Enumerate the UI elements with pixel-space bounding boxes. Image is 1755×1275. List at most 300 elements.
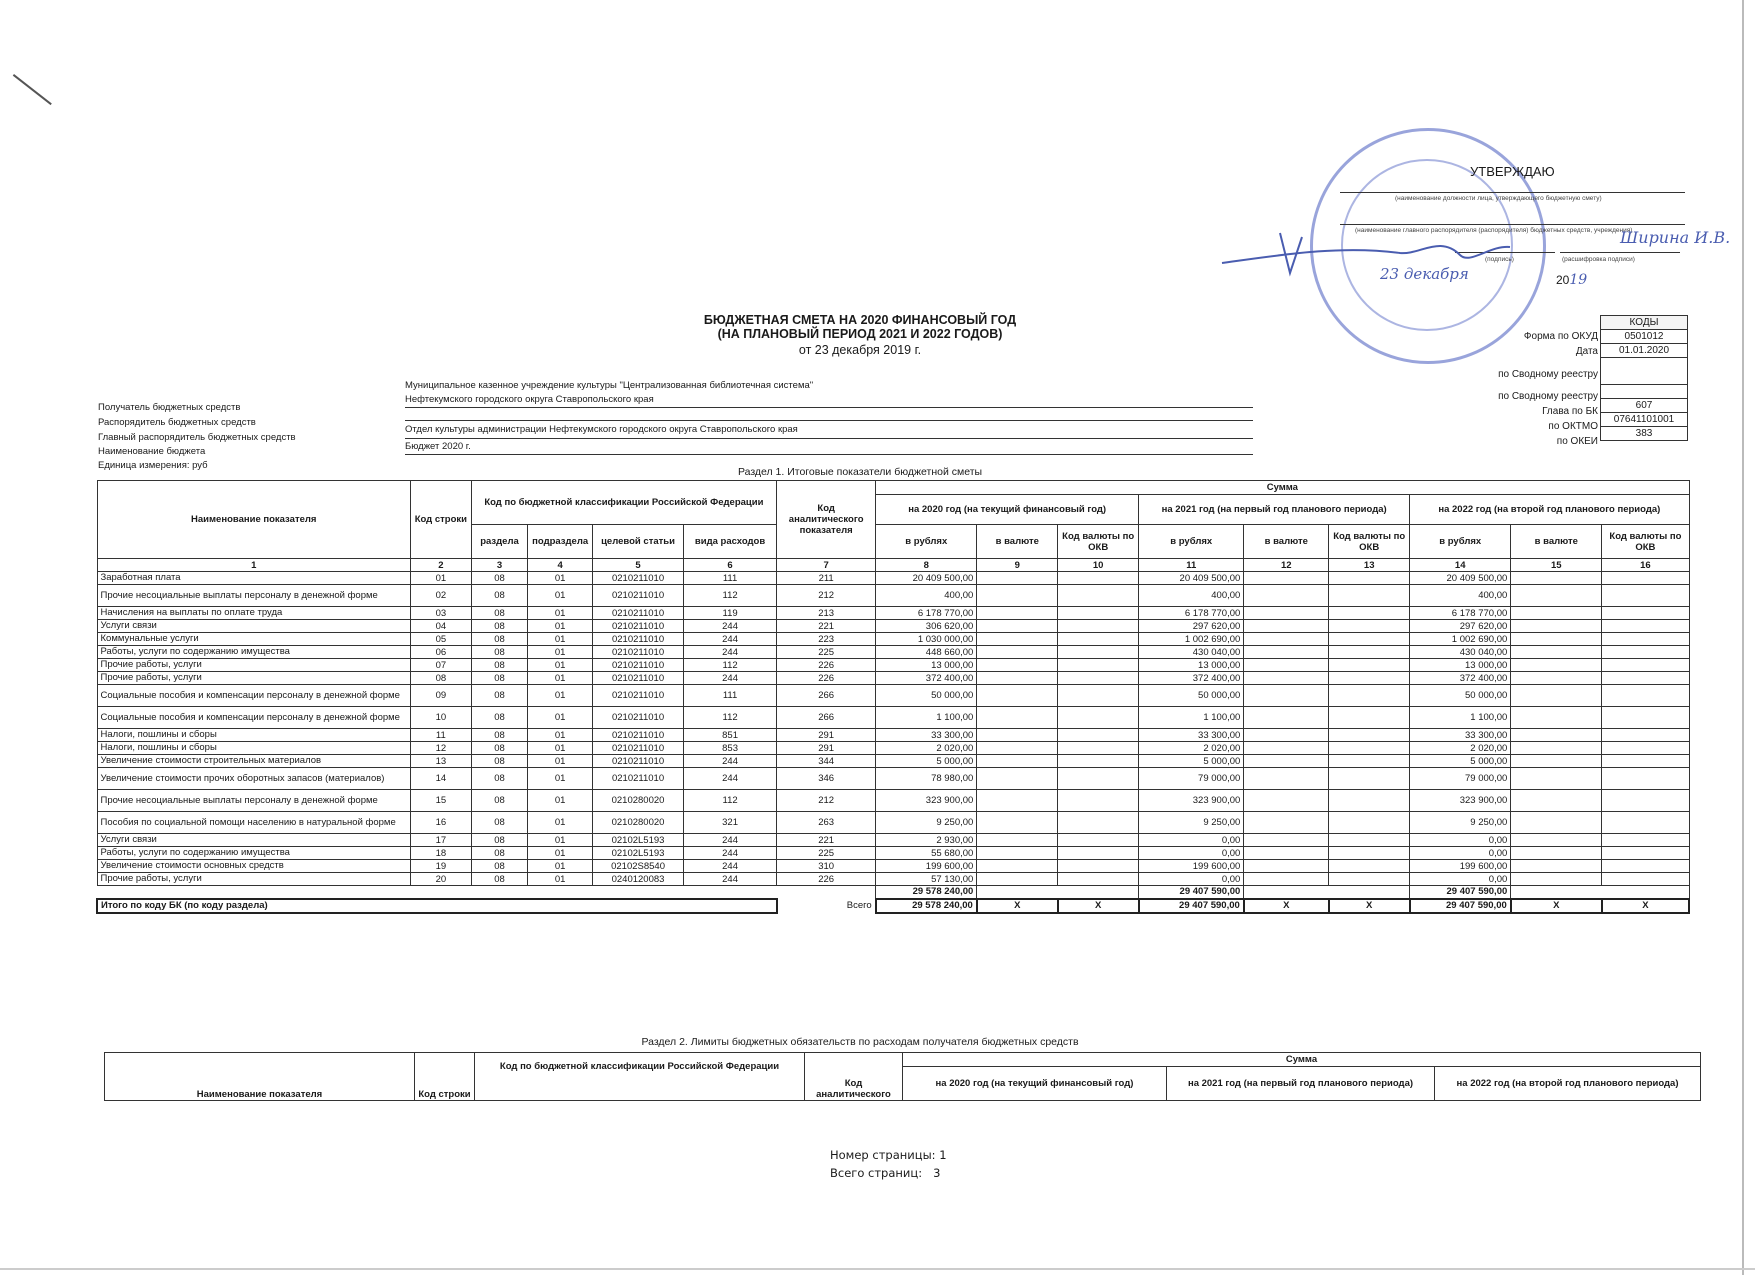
col-2021: на 2021 год (на первый год планового периода) bbox=[1139, 495, 1410, 525]
s2-col-2020: на 2020 год (на текущий финансовый год) bbox=[903, 1067, 1167, 1101]
cell-empty bbox=[977, 672, 1058, 685]
cell-cel: 0210211010 bbox=[593, 659, 684, 672]
cell-y2021: 0,00 bbox=[1139, 834, 1244, 847]
total-x: X bbox=[1511, 899, 1602, 913]
cell-y2021: 33 300,00 bbox=[1139, 729, 1244, 742]
col-2022-val: в валюте bbox=[1511, 525, 1602, 559]
cell-name: Заработная плата bbox=[97, 572, 411, 585]
table-row bbox=[97, 572, 1689, 585]
approval-caption-2: (наименование главного распорядителя (распорядителя) бюджетных средств, учреждения) bbox=[1355, 227, 1633, 234]
cell-cel: 0210211010 bbox=[593, 685, 684, 707]
cell-empty bbox=[1058, 755, 1139, 768]
cell-vid: 112 bbox=[684, 707, 777, 729]
cell-pod: 01 bbox=[528, 860, 593, 873]
cell-empty bbox=[977, 620, 1058, 633]
cell-empty bbox=[1058, 585, 1139, 607]
cell-pod: 01 bbox=[528, 834, 593, 847]
approval-line-1 bbox=[1340, 192, 1685, 193]
cell-empty bbox=[1058, 742, 1139, 755]
cell-empty bbox=[1058, 659, 1139, 672]
cell-empty bbox=[1511, 633, 1602, 646]
cell-vid: 244 bbox=[684, 860, 777, 873]
total-x: X bbox=[1329, 899, 1410, 913]
cell-pod: 01 bbox=[528, 812, 593, 834]
cell-code: 18 bbox=[411, 847, 472, 860]
cell-name: Услуги связи bbox=[97, 620, 411, 633]
cell-y2022: 6 178 770,00 bbox=[1410, 607, 1511, 620]
cell-empty bbox=[1602, 646, 1689, 659]
cell-y2021: 1 100,00 bbox=[1139, 707, 1244, 729]
cell-empty bbox=[1511, 812, 1602, 834]
handwritten-date: 23 декабря bbox=[1380, 265, 1469, 283]
cell-empty bbox=[1511, 790, 1602, 812]
cell-pod: 01 bbox=[528, 707, 593, 729]
cell-code: 11 bbox=[411, 729, 472, 742]
cell-name: Прочие работы, услуги bbox=[97, 873, 411, 886]
cell-razdel: 08 bbox=[471, 860, 528, 873]
cell-vid: 244 bbox=[684, 646, 777, 659]
cell-y2022: 0,00 bbox=[1410, 847, 1511, 860]
cell-pod: 01 bbox=[528, 729, 593, 742]
cell-y2020: 1 100,00 bbox=[876, 707, 977, 729]
cell-an: 211 bbox=[777, 572, 876, 585]
cell-name: Прочие несоциальные выплаты персоналу в денежной форме bbox=[97, 585, 411, 607]
cell-vid: 112 bbox=[684, 659, 777, 672]
cell-pod: 01 bbox=[528, 585, 593, 607]
cell-empty bbox=[1329, 585, 1410, 607]
cell-empty bbox=[1329, 860, 1410, 873]
cell-y2022: 1 100,00 bbox=[1410, 707, 1511, 729]
table-row bbox=[97, 834, 1689, 847]
cell-empty bbox=[977, 707, 1058, 729]
cell-y2022: 0,00 bbox=[1410, 834, 1511, 847]
cell-empty bbox=[1244, 729, 1329, 742]
cell-an: 266 bbox=[777, 685, 876, 707]
cell-empty bbox=[1244, 812, 1329, 834]
cell-vid: 111 bbox=[684, 572, 777, 585]
cell-empty bbox=[1602, 847, 1689, 860]
cell-empty bbox=[1602, 729, 1689, 742]
cell-empty bbox=[977, 790, 1058, 812]
cell-y2022: 79 000,00 bbox=[1410, 768, 1511, 790]
cell-empty bbox=[1329, 707, 1410, 729]
col-name: Наименование показателя bbox=[97, 481, 411, 559]
column-number: 4 bbox=[528, 559, 593, 572]
cell-empty bbox=[1329, 633, 1410, 646]
cell-empty bbox=[1511, 707, 1602, 729]
cell-empty bbox=[1244, 707, 1329, 729]
scan-mark bbox=[13, 74, 52, 105]
approval-title: УТВЕРЖДАЮ bbox=[1470, 164, 1555, 179]
col-podrazdel: подраздела bbox=[528, 525, 593, 559]
cell-code: 04 bbox=[411, 620, 472, 633]
cell-vid: 244 bbox=[684, 847, 777, 860]
document-title: БЮДЖЕТНАЯ СМЕТА НА 2020 ФИНАНСОВЫЙ ГОД (НА ПЛАНОВЫЙ ПЕРИОД 2021 И 2022 ГОДОВ) bbox=[703, 313, 1017, 341]
cell-y2021: 297 620,00 bbox=[1139, 620, 1244, 633]
cell-empty bbox=[1511, 886, 1689, 899]
cell-empty bbox=[977, 847, 1058, 860]
cell-name: Услуги связи bbox=[97, 834, 411, 847]
cell-an: 226 bbox=[777, 873, 876, 886]
cell-y2020: 13 000,00 bbox=[876, 659, 977, 672]
column-number: 10 bbox=[1058, 559, 1139, 572]
cell-vid: 244 bbox=[684, 672, 777, 685]
col-2020-val: в валюте bbox=[977, 525, 1058, 559]
cell-pod: 01 bbox=[528, 633, 593, 646]
codes-label-registry-2: по Сводному реестру bbox=[1498, 391, 1598, 402]
subtotal-2021: 29 407 590,00 bbox=[1139, 886, 1244, 899]
cell-code: 02 bbox=[411, 585, 472, 607]
col-razdel: раздела bbox=[471, 525, 528, 559]
cell-an: 226 bbox=[777, 672, 876, 685]
cell-pod: 01 bbox=[528, 873, 593, 886]
cell-y2020: 5 000,00 bbox=[876, 755, 977, 768]
cell-pod: 01 bbox=[528, 790, 593, 812]
cell-y2022: 0,00 bbox=[1410, 873, 1511, 886]
cell-empty bbox=[1058, 860, 1139, 873]
cell-empty bbox=[1511, 768, 1602, 790]
table-row bbox=[97, 659, 1689, 672]
cell-empty bbox=[1244, 834, 1329, 847]
cell-y2021: 1 002 690,00 bbox=[1139, 633, 1244, 646]
cell-an: 266 bbox=[777, 707, 876, 729]
cell-cel: 0210211010 bbox=[593, 646, 684, 659]
cell-pod: 01 bbox=[528, 659, 593, 672]
cell-y2021: 0,00 bbox=[1139, 873, 1244, 886]
cell-empty bbox=[1244, 755, 1329, 768]
col-2021-rub: в рублях bbox=[1139, 525, 1244, 559]
cell-razdel: 08 bbox=[471, 742, 528, 755]
cell-pod: 01 bbox=[528, 620, 593, 633]
budget-line bbox=[405, 454, 1253, 455]
cell-y2021: 372 400,00 bbox=[1139, 672, 1244, 685]
cell-empty bbox=[1244, 768, 1329, 790]
cell-empty bbox=[1244, 646, 1329, 659]
cell-pod: 01 bbox=[528, 742, 593, 755]
cell-empty bbox=[1511, 742, 1602, 755]
cell-empty bbox=[1058, 572, 1139, 585]
cell-razdel: 08 bbox=[471, 873, 528, 886]
column-number: 6 bbox=[684, 559, 777, 572]
cell-cel: 0210211010 bbox=[593, 572, 684, 585]
cell-empty bbox=[1511, 755, 1602, 768]
cell-cel: 02102S8540 bbox=[593, 860, 684, 873]
code-registry-2 bbox=[1601, 385, 1688, 399]
cell-y2022: 430 040,00 bbox=[1410, 646, 1511, 659]
chief-label: Главный распорядитель бюджетных средств bbox=[98, 432, 296, 443]
cell-empty bbox=[977, 585, 1058, 607]
col-2020-rub: в рублях bbox=[876, 525, 977, 559]
cell-empty bbox=[1511, 729, 1602, 742]
cell-y2020: 2 930,00 bbox=[876, 834, 977, 847]
cell-vid: 244 bbox=[684, 633, 777, 646]
total-label: Итого по коду БК (по коду раздела) bbox=[97, 899, 777, 913]
cell-y2022: 2 020,00 bbox=[1410, 742, 1511, 755]
cell-empty bbox=[1511, 847, 1602, 860]
cell-name: Социальные пособия и компенсации персоналу в денежной форме bbox=[97, 707, 411, 729]
cell-an: 291 bbox=[777, 729, 876, 742]
cell-pod: 01 bbox=[528, 572, 593, 585]
column-number: 8 bbox=[876, 559, 977, 572]
cell-empty bbox=[1329, 620, 1410, 633]
cell-empty bbox=[1511, 659, 1602, 672]
cell-an: 225 bbox=[777, 646, 876, 659]
cell-y2022: 20 409 500,00 bbox=[1410, 572, 1511, 585]
table-row bbox=[97, 646, 1689, 659]
cell-razdel: 08 bbox=[471, 620, 528, 633]
manager-line bbox=[405, 420, 1253, 421]
cell-y2020: 57 130,00 bbox=[876, 873, 977, 886]
cell-cel: 0210211010 bbox=[593, 707, 684, 729]
cell-empty bbox=[97, 886, 876, 899]
cell-pod: 01 bbox=[528, 847, 593, 860]
cell-empty bbox=[1602, 834, 1689, 847]
cell-empty bbox=[1244, 886, 1410, 899]
s2-col-2022: на 2022 год (на второй год планового периода) bbox=[1435, 1067, 1701, 1101]
cell-empty bbox=[977, 633, 1058, 646]
cell-empty bbox=[1511, 607, 1602, 620]
cell-an: 212 bbox=[777, 790, 876, 812]
cell-cel: 02102L5193 bbox=[593, 847, 684, 860]
cell-y2020: 2 020,00 bbox=[876, 742, 977, 755]
codes-label-registry-1: по Сводному реестру bbox=[1498, 369, 1598, 380]
codes-label-oktmo: по ОКТМО bbox=[1548, 421, 1598, 432]
cell-empty bbox=[1244, 873, 1329, 886]
column-number: 11 bbox=[1139, 559, 1244, 572]
page-total: Всего страниц: 3 bbox=[830, 1166, 941, 1180]
cell-code: 06 bbox=[411, 646, 472, 659]
cell-razdel: 08 bbox=[471, 755, 528, 768]
table-row bbox=[97, 729, 1689, 742]
cell-y2020: 6 178 770,00 bbox=[876, 607, 977, 620]
cell-empty bbox=[977, 768, 1058, 790]
cell-an: 263 bbox=[777, 812, 876, 834]
column-number: 3 bbox=[471, 559, 528, 572]
cell-cel: 0210211010 bbox=[593, 620, 684, 633]
cell-empty bbox=[1244, 572, 1329, 585]
table-row bbox=[97, 672, 1689, 685]
codes-label-glava: Глава по БК bbox=[1542, 406, 1598, 417]
cell-empty bbox=[977, 685, 1058, 707]
column-number: 15 bbox=[1511, 559, 1602, 572]
unit-label: Единица измерения: руб bbox=[98, 460, 208, 471]
cell-y2022: 372 400,00 bbox=[1410, 672, 1511, 685]
cell-y2020: 400,00 bbox=[876, 585, 977, 607]
cell-empty bbox=[1329, 646, 1410, 659]
table-row bbox=[97, 812, 1689, 834]
col-2022-okv: Код валюты по ОКВ bbox=[1602, 525, 1689, 559]
table-row bbox=[97, 768, 1689, 790]
cell-name: Социальные пособия и компенсации персоналу в денежной форме bbox=[97, 685, 411, 707]
cell-vid: 853 bbox=[684, 742, 777, 755]
cell-name: Прочие работы, услуги bbox=[97, 672, 411, 685]
section1-title: Раздел 1. Итоговые показатели бюджетной сметы bbox=[737, 466, 983, 478]
cell-empty bbox=[1329, 672, 1410, 685]
cell-empty bbox=[977, 646, 1058, 659]
code-okei: 383 bbox=[1601, 427, 1688, 441]
cell-an: 226 bbox=[777, 659, 876, 672]
cell-razdel: 08 bbox=[471, 685, 528, 707]
cell-empty bbox=[1602, 742, 1689, 755]
cell-cel: 0210211010 bbox=[593, 755, 684, 768]
cell-empty bbox=[1511, 834, 1602, 847]
manager-label: Распорядитель бюджетных средств bbox=[98, 417, 256, 428]
cell-empty bbox=[977, 742, 1058, 755]
table-row bbox=[97, 873, 1689, 886]
cell-empty bbox=[1329, 812, 1410, 834]
cell-name: Увеличение стоимости строительных материалов bbox=[97, 755, 411, 768]
table-row bbox=[97, 755, 1689, 768]
table-row bbox=[97, 790, 1689, 812]
cell-empty bbox=[1511, 672, 1602, 685]
cell-y2021: 20 409 500,00 bbox=[1139, 572, 1244, 585]
cell-y2021: 430 040,00 bbox=[1139, 646, 1244, 659]
cell-y2022: 50 000,00 bbox=[1410, 685, 1511, 707]
cell-code: 14 bbox=[411, 768, 472, 790]
cell-y2021: 400,00 bbox=[1139, 585, 1244, 607]
cell-empty bbox=[1511, 685, 1602, 707]
subtotal-2022: 29 407 590,00 bbox=[1410, 886, 1511, 899]
cell-empty bbox=[1058, 672, 1139, 685]
cell-vid: 244 bbox=[684, 834, 777, 847]
subtotal-2020: 29 578 240,00 bbox=[876, 886, 977, 899]
cell-empty bbox=[1602, 585, 1689, 607]
cell-empty bbox=[1058, 620, 1139, 633]
cell-razdel: 08 bbox=[471, 768, 528, 790]
col-2022: на 2022 год (на второй год планового периода) bbox=[1410, 495, 1689, 525]
table-row bbox=[97, 607, 1689, 620]
recipient-label: Получатель бюджетных средств bbox=[98, 402, 241, 413]
cell-y2020: 50 000,00 bbox=[876, 685, 977, 707]
cell-y2021: 2 020,00 bbox=[1139, 742, 1244, 755]
cell-pod: 01 bbox=[528, 672, 593, 685]
cell-vid: 112 bbox=[684, 790, 777, 812]
section2-title: Раздел 2. Лимиты бюджетных обязательств по расходам получателя бюджетных средств bbox=[641, 1036, 1079, 1048]
cell-vid: 851 bbox=[684, 729, 777, 742]
cell-empty bbox=[977, 860, 1058, 873]
cell-an: 221 bbox=[777, 620, 876, 633]
column-number: 9 bbox=[977, 559, 1058, 572]
page-number: Номер страницы: 1 bbox=[830, 1148, 947, 1162]
cell-empty bbox=[1058, 646, 1139, 659]
cell-y2022: 33 300,00 bbox=[1410, 729, 1511, 742]
cell-empty bbox=[1329, 685, 1410, 707]
cell-cel: 0210280020 bbox=[593, 790, 684, 812]
cell-empty bbox=[1511, 860, 1602, 873]
cell-y2020: 448 660,00 bbox=[876, 646, 977, 659]
cell-y2021: 199 600,00 bbox=[1139, 860, 1244, 873]
col-analytic: Код аналитического показателя bbox=[777, 481, 876, 559]
recipient-value-2: Нефтекумского городского округа Ставропольского края bbox=[405, 394, 654, 405]
col-2021-val: в валюте bbox=[1244, 525, 1329, 559]
cell-code: 19 bbox=[411, 860, 472, 873]
table-row bbox=[97, 585, 1689, 607]
cell-y2020: 1 030 000,00 bbox=[876, 633, 977, 646]
cell-empty bbox=[1602, 685, 1689, 707]
cell-name: Прочие несоциальные выплаты персоналу в денежной форме bbox=[97, 790, 411, 812]
code-glava: 607 bbox=[1601, 399, 1688, 413]
cell-empty bbox=[1244, 685, 1329, 707]
cell-empty bbox=[1329, 834, 1410, 847]
cell-y2020: 199 600,00 bbox=[876, 860, 977, 873]
cell-empty bbox=[1329, 873, 1410, 886]
total-x: X bbox=[1602, 899, 1689, 913]
cell-y2021: 13 000,00 bbox=[1139, 659, 1244, 672]
col-vid: вида расходов bbox=[684, 525, 777, 559]
cell-y2022: 199 600,00 bbox=[1410, 860, 1511, 873]
codes-label-okud: Форма по ОКУД bbox=[1523, 331, 1598, 342]
column-numbers-row bbox=[97, 559, 1689, 572]
cell-cel: 0210211010 bbox=[593, 633, 684, 646]
cell-razdel: 08 bbox=[471, 707, 528, 729]
codes-label-date: Дата bbox=[1575, 346, 1598, 357]
cell-empty bbox=[977, 729, 1058, 742]
cell-pod: 01 bbox=[528, 607, 593, 620]
budget-label: Наименование бюджета bbox=[98, 446, 206, 457]
cell-an: 225 bbox=[777, 847, 876, 860]
column-number: 2 bbox=[411, 559, 472, 572]
cell-empty bbox=[1602, 633, 1689, 646]
cell-empty bbox=[977, 886, 1139, 899]
col-2020: на 2020 год (на текущий финансовый год) bbox=[876, 495, 1139, 525]
cell-code: 09 bbox=[411, 685, 472, 707]
cell-vid: 244 bbox=[684, 755, 777, 768]
cell-vid: 244 bbox=[684, 620, 777, 633]
total-x: X bbox=[1058, 899, 1139, 913]
col-cel: целевой статьи bbox=[593, 525, 684, 559]
cell-empty bbox=[1329, 768, 1410, 790]
s2-col-analytic: Код аналитического bbox=[805, 1053, 903, 1101]
total-x: X bbox=[1244, 899, 1329, 913]
cell-empty bbox=[1602, 755, 1689, 768]
approval-caption-sign: (подпись) bbox=[1485, 256, 1514, 263]
column-number: 5 bbox=[593, 559, 684, 572]
code-registry-1 bbox=[1601, 358, 1688, 385]
cell-cel: 0210211010 bbox=[593, 607, 684, 620]
cell-empty bbox=[1244, 847, 1329, 860]
chief-line bbox=[405, 438, 1253, 439]
cell-razdel: 08 bbox=[471, 729, 528, 742]
chief-value: Отдел культуры администрации Нефтекумского городского округа Ставропольского края bbox=[405, 424, 798, 435]
cell-empty bbox=[1244, 659, 1329, 672]
cell-name: Налоги, пошлины и сборы bbox=[97, 729, 411, 742]
cell-empty bbox=[1602, 607, 1689, 620]
cell-empty bbox=[977, 572, 1058, 585]
cell-empty bbox=[1244, 607, 1329, 620]
cell-name: Налоги, пошлины и сборы bbox=[97, 742, 411, 755]
section2-table bbox=[104, 1052, 1701, 1101]
code-okud: 0501012 bbox=[1601, 330, 1688, 344]
cell-cel: 0240120083 bbox=[593, 873, 684, 886]
cell-an: 223 bbox=[777, 633, 876, 646]
cell-cel: 02102L5193 bbox=[593, 834, 684, 847]
cell-name: Начисления на выплаты по оплате труда bbox=[97, 607, 411, 620]
cell-code: 01 bbox=[411, 572, 472, 585]
cell-an: 213 bbox=[777, 607, 876, 620]
column-number: 12 bbox=[1244, 559, 1329, 572]
cell-y2020: 55 680,00 bbox=[876, 847, 977, 860]
table-row bbox=[97, 633, 1689, 646]
budget-value: Бюджет 2020 г. bbox=[405, 441, 471, 452]
cell-empty bbox=[1244, 633, 1329, 646]
cell-y2021: 50 000,00 bbox=[1139, 685, 1244, 707]
cell-vid: 321 bbox=[684, 812, 777, 834]
cell-vid: 119 bbox=[684, 607, 777, 620]
cell-name: Увеличение стоимости основных средств bbox=[97, 860, 411, 873]
cell-an: 221 bbox=[777, 834, 876, 847]
document-date: от 23 декабря 2019 г. bbox=[798, 343, 922, 357]
cell-empty bbox=[1511, 585, 1602, 607]
